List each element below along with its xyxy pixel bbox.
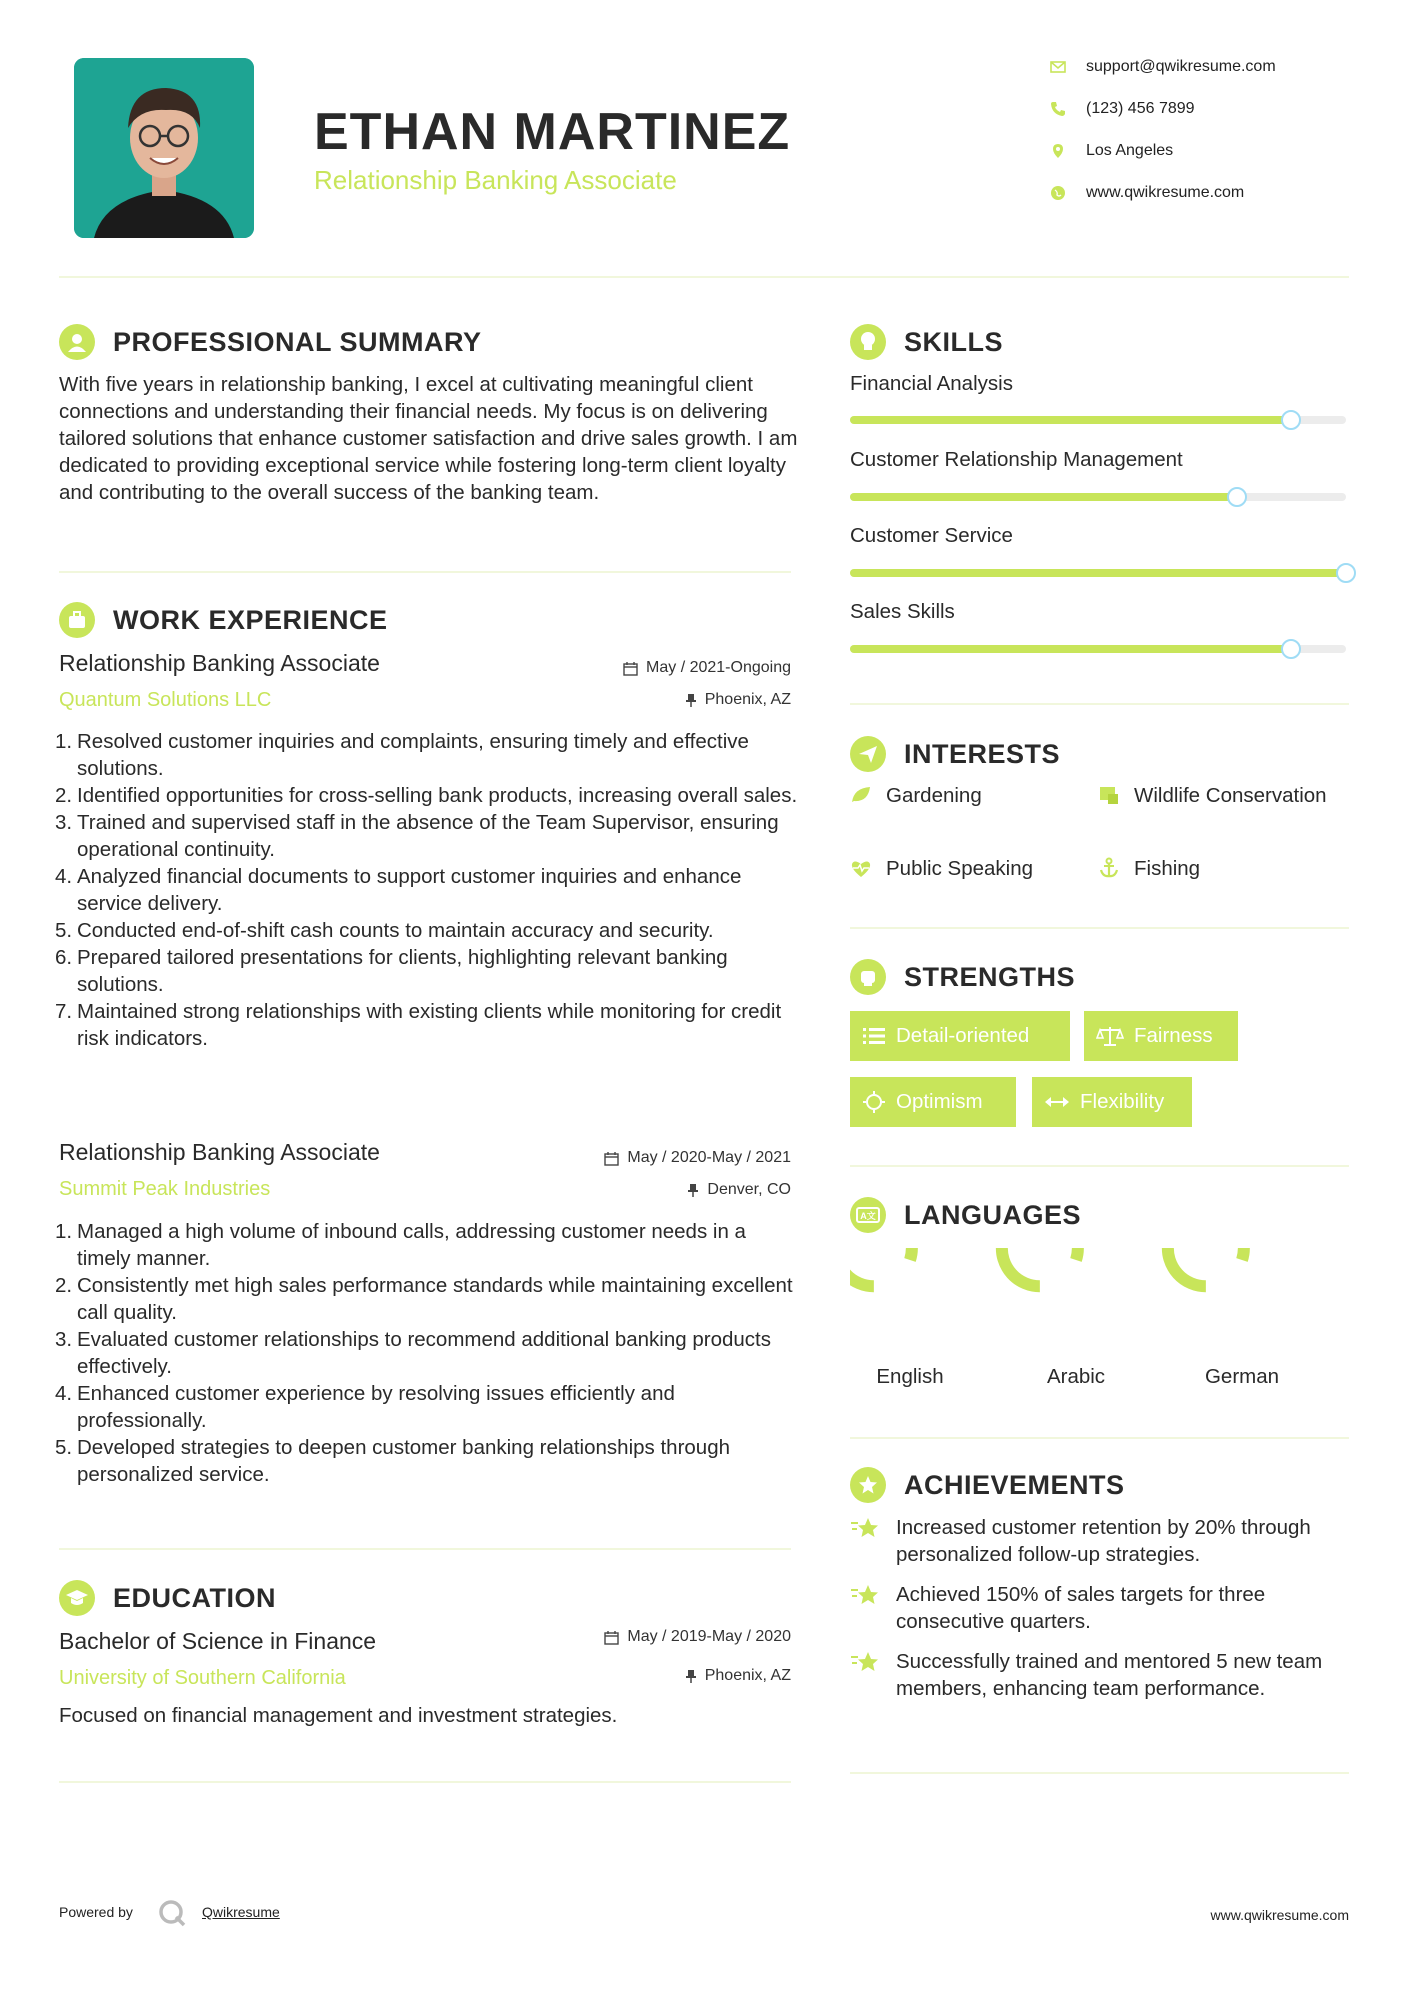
list-item: 6. Prepared tailored presentations for clients, highlighting relevant banking solutions. [55, 946, 728, 996]
skill-bar [850, 569, 1346, 577]
job-1-responsibilities [55, 728, 799, 1052]
language-label: Arabic [1046, 1365, 1106, 1388]
job-2-location-text: Denver, CO [707, 1181, 791, 1198]
lightbulb-icon [850, 324, 886, 360]
globe-icon [1050, 185, 1066, 201]
interests-heading [850, 736, 1060, 772]
achievements-heading [850, 1467, 1125, 1503]
list-item: 2. Identified opportunities for cross-selling bank products, increasing overall sales. [55, 784, 798, 807]
strength-label: Flexibility [1080, 1090, 1165, 1113]
heart-pulse-icon [850, 857, 872, 879]
list-item: 4. Enhanced customer experience by resolving issues efficiently and professionally. [55, 1382, 675, 1432]
calendar-icon [604, 1630, 619, 1645]
contact-website[interactable] [1050, 184, 1244, 202]
job-1-title: Relationship Banking Associate [59, 650, 380, 676]
achievement-text: Increased customer retention by 20% through personalized follow-up strategies. [896, 1516, 1311, 1566]
education-degree: Bachelor of Science in Finance [59, 1628, 377, 1654]
user-icon [59, 324, 95, 360]
graduation-cap-icon [59, 1580, 95, 1616]
list-item: 7. Maintained strong relationships with existing clients while monitoring for credit risk indicators. [55, 1000, 782, 1050]
experience-heading-text: WORK EXPERIENCE [113, 604, 388, 635]
qwikresume-logo-icon [157, 1898, 187, 1928]
summary-text: With five years in relationship banking, I excel at cultivating meaningful client connections and understanding their financial needs. My focus is on delivering tailored solutions that enhance customer satisfaction and drive sales growth. I am dedicated to providing exceptional service while fostering long-term client loyalty and contributing to the overall success of the banking team. [59, 373, 798, 504]
language-gauge-arc [1002, 1248, 1078, 1286]
achievement-text: Achieved 150% of sales targets for three consecutive quarters. [896, 1583, 1266, 1633]
education-heading [59, 1580, 276, 1616]
list-item: 5. Conducted end-of-shift cash counts to maintain accuracy and security. [55, 919, 714, 942]
skill-bar-knob [1281, 410, 1301, 430]
language-gauge-arc [850, 1248, 912, 1286]
skills-heading-text: SKILLS [904, 326, 1004, 357]
candidate-name: ETHAN MARTINEZ [314, 103, 791, 161]
interest-item [850, 855, 1090, 882]
job-1-company: Quantum Solutions LLC [59, 689, 272, 711]
skill-label: Financial Analysis [850, 372, 1013, 395]
languages-heading [850, 1197, 1081, 1233]
star-icon [850, 1583, 880, 1609]
interest-label: Fishing [1134, 857, 1201, 880]
list-item: 4. Analyzed financial documents to support customer inquiries and enhance service delivery. [55, 865, 742, 915]
interests-heading-text: INTERESTS [904, 738, 1061, 769]
list-item: 2. Consistently met high sales performance standards while maintaining excellent call quality. [55, 1274, 793, 1324]
job-2-company: Summit Peak Industries [59, 1178, 271, 1200]
pin-icon [685, 693, 697, 708]
briefcase-icon [59, 602, 95, 638]
skill-bar [850, 493, 1346, 501]
arrows-icon [1044, 1093, 1070, 1111]
list-item: 1. Resolved customer inquiries and complaints, ensuring timely and effective solutions. [55, 730, 749, 780]
list-item: 3. Trained and supervised staff in the absence of the Team Supervisor, ensuring operational continuity. [55, 811, 779, 861]
qwikresume-link[interactable]: Qwikresume [202, 1904, 280, 1920]
job-2-responsibilities [55, 1218, 799, 1488]
language-gauges [850, 1248, 1350, 1348]
job-1-location [500, 691, 791, 709]
summary-divider [59, 571, 791, 573]
education-location [500, 1667, 791, 1685]
interest-item [850, 782, 1090, 809]
interest-label: Wildlife Conservation [1134, 784, 1327, 807]
skill-bar-knob [1281, 639, 1301, 659]
education-divider [59, 1781, 791, 1783]
svg-text:A文: A文 [860, 1211, 876, 1221]
location-icon [1050, 143, 1066, 159]
email-icon [1050, 59, 1066, 75]
experience-divider [59, 1548, 791, 1550]
language-icon [850, 1197, 886, 1233]
languages-divider [850, 1437, 1349, 1439]
contact-phone-text: (123) 456 7899 [1086, 100, 1195, 117]
achievement-item [850, 1648, 1349, 1702]
header-divider [59, 276, 1349, 278]
strength-label: Optimism [896, 1090, 983, 1113]
scale-icon [1096, 1025, 1124, 1047]
contact-website-text: www.qwikresume.com [1086, 184, 1245, 201]
interest-item [1098, 782, 1348, 809]
job-1-date-text: May / 2021-Ongoing [646, 659, 791, 676]
skill-bar-knob [1336, 563, 1356, 583]
strengths-heading-text: STRENGTHS [904, 961, 1076, 992]
job-2-date [500, 1149, 791, 1167]
achievement-item [850, 1514, 1349, 1568]
job-1-location-text: Phoenix, AZ [704, 691, 791, 708]
strength-label: Detail-oriented [896, 1024, 1030, 1047]
job-1-date [500, 659, 791, 677]
job-2-title: Relationship Banking Associate [59, 1139, 380, 1165]
paper-plane-icon [850, 736, 886, 772]
phone-icon [1050, 101, 1066, 117]
paw-icon [1098, 784, 1120, 806]
leaf-icon [850, 784, 872, 806]
skill-label: Sales Skills [850, 600, 955, 623]
skill-bar [850, 416, 1346, 424]
list-icon [862, 1026, 886, 1046]
list-item: 1. Managed a high volume of inbound calls, addressing customer needs in a timely manner. [55, 1220, 746, 1270]
skill-bar [850, 645, 1346, 653]
interest-label: Gardening [886, 784, 982, 807]
skills-divider [850, 703, 1349, 705]
achievement-text: Successfully trained and mentored 5 new team members, enhancing team performance. [896, 1650, 1323, 1700]
strength-pill [850, 1077, 1016, 1127]
calendar-icon [604, 1151, 619, 1166]
fist-icon [850, 959, 886, 995]
strengths-heading [850, 959, 1075, 995]
education-date-text: May / 2019-May / 2020 [627, 1628, 791, 1645]
achievements-divider [850, 1772, 1349, 1774]
list-item: 3. Evaluated customer relationships to recommend additional banking products effectively. [55, 1328, 771, 1378]
education-school: University of Southern California [59, 1667, 346, 1689]
summary-heading-text: PROFESSIONAL SUMMARY [113, 326, 482, 357]
star-badge-icon [850, 1467, 886, 1503]
interest-label: Public Speaking [886, 857, 1034, 880]
achievements-heading-text: ACHIEVEMENTS [904, 1469, 1125, 1500]
skill-bar-fill [850, 645, 1291, 653]
skill-label: Customer Service [850, 524, 1013, 547]
powered-by-label: Powered by [59, 1904, 133, 1920]
skill-label: Customer Relationship Management [850, 448, 1183, 471]
contact-email[interactable] [1050, 58, 1276, 76]
language-label: German [1204, 1365, 1280, 1388]
skill-bar-fill [850, 493, 1237, 501]
star-icon [850, 1516, 880, 1542]
education-location-text: Phoenix, AZ [704, 1667, 791, 1684]
skill-bar-fill [850, 416, 1291, 424]
profile-photo [74, 58, 254, 238]
calendar-icon [623, 661, 638, 676]
job-2-date-text: May / 2020-May / 2021 [627, 1149, 791, 1166]
list-item: 5. Developed strategies to deepen customer banking relationships through personalized service. [55, 1436, 730, 1486]
strength-pill [1032, 1077, 1192, 1127]
contact-location-text: Los Angeles [1086, 142, 1174, 159]
education-heading-text: EDUCATION [113, 1582, 276, 1613]
footer-website-link[interactable]: www.qwikresume.com [1210, 1907, 1349, 1923]
language-label: English [876, 1365, 944, 1388]
education-date [500, 1628, 791, 1646]
contact-location [1050, 142, 1173, 160]
achievement-item [850, 1581, 1349, 1635]
sun-icon [862, 1090, 886, 1114]
skills-heading [850, 324, 1003, 360]
education-description: Focused on financial management and investment strategies. [59, 1704, 618, 1727]
candidate-title: Relationship Banking Associate [314, 165, 677, 195]
contact-email-text: support@qwikresume.com [1086, 58, 1276, 75]
pin-icon [687, 1183, 699, 1198]
star-icon [850, 1650, 880, 1676]
skill-bar-knob [1227, 487, 1247, 507]
pin-icon [685, 1669, 697, 1684]
languages-heading-text: LANGUAGES [904, 1199, 1082, 1230]
strength-label: Fairness [1134, 1024, 1213, 1047]
experience-heading [59, 602, 388, 638]
anchor-icon [1098, 857, 1120, 879]
interests-divider [850, 927, 1349, 929]
strength-pill [1084, 1011, 1238, 1061]
skill-bar-fill [850, 569, 1346, 577]
summary-heading [59, 324, 482, 360]
contact-phone[interactable] [1050, 100, 1195, 118]
language-gauge-arc [1168, 1248, 1244, 1286]
strengths-divider [850, 1165, 1349, 1167]
interest-item [1098, 855, 1348, 882]
strength-pill [850, 1011, 1070, 1061]
job-2-location [500, 1181, 791, 1199]
